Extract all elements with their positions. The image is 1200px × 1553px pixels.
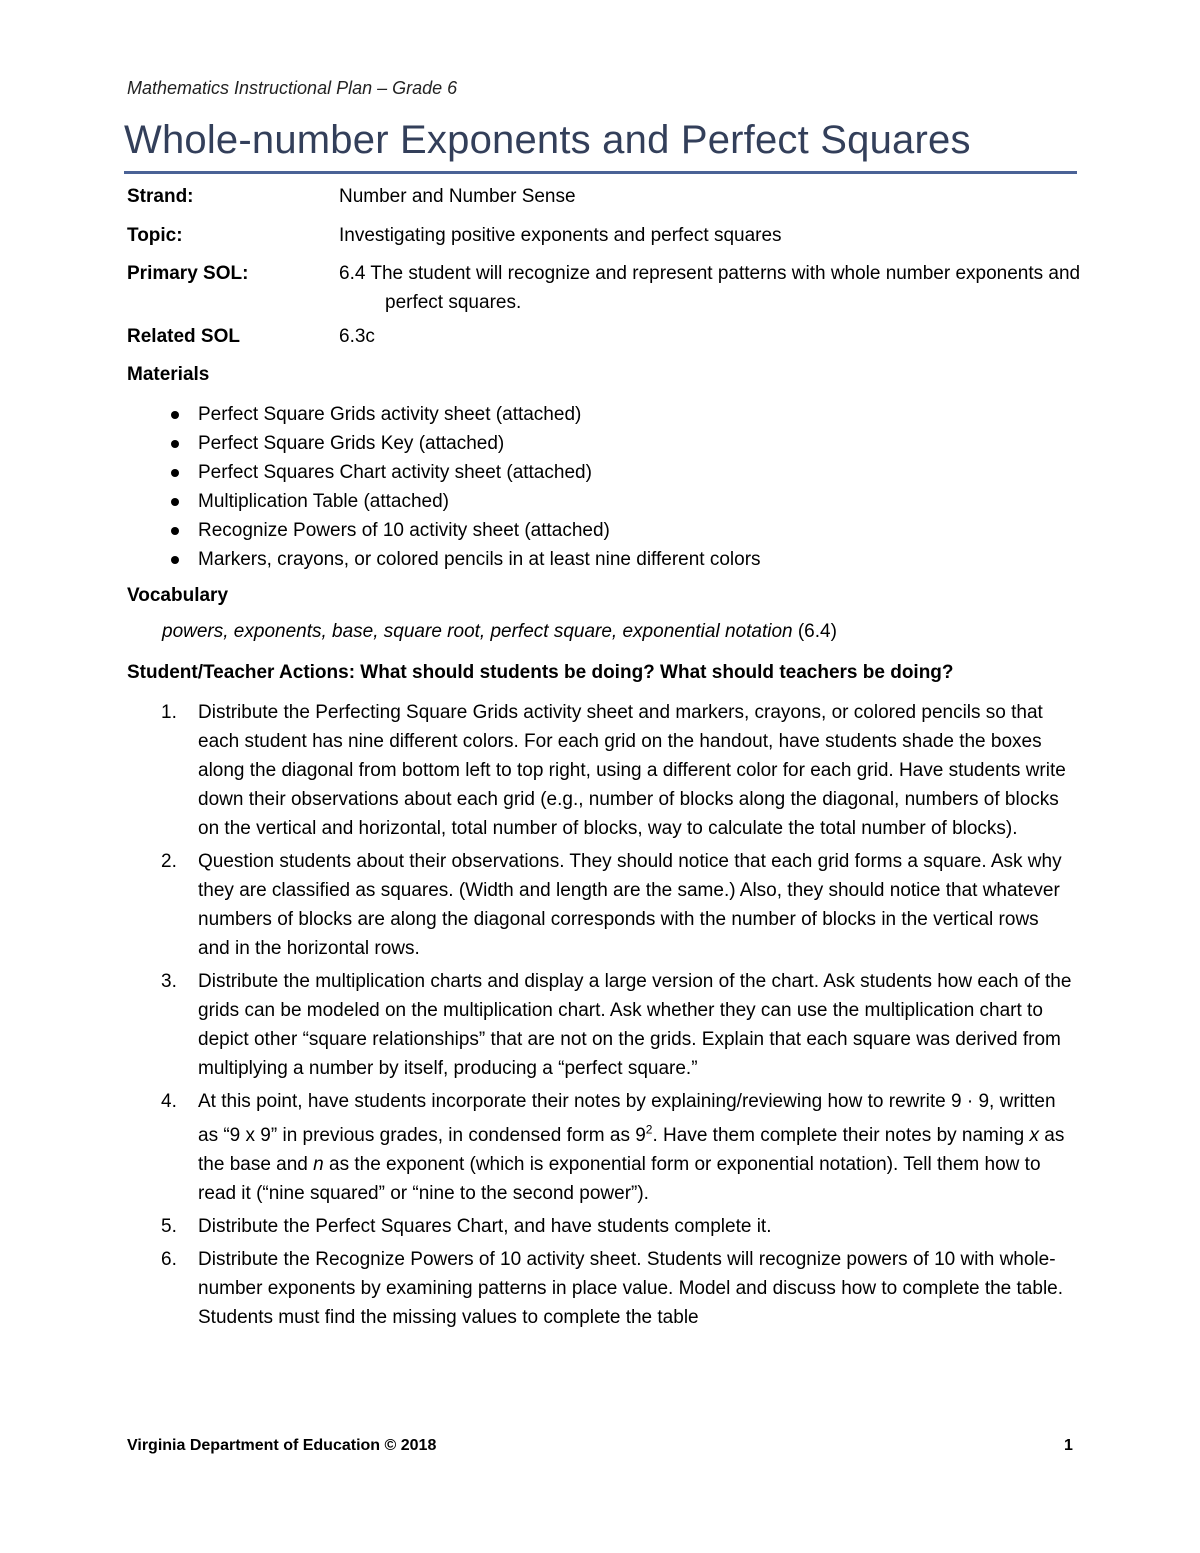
topic-label: Topic: xyxy=(127,225,183,246)
step-text: Distribute the Perfecting Square Grids activity sheet and markers, crayons, or colored pencils so that each student has nine different colors. For each grid on the handout, have students shade the boxes along the diagonal from bottom left to top right, using a different color for each grid. Have students write down their observations about each grid (e.g., number of blocks along the diagonal, numbers of blocks on the vertical and horizontal, total number of blocks, way to calculate the total number of blocks). xyxy=(198,702,1066,839)
bullet-icon xyxy=(171,556,179,564)
vocabulary-term-list: powers, exponents, base, square root, perfect square, exponential notation xyxy=(162,621,793,642)
variable-x: x xyxy=(1029,1125,1040,1147)
exponent-superscript: 2 xyxy=(645,1123,653,1137)
step-text: Question students about their observations. They should notice that each grid forms a square. Ask why they are classified as squares. (Width and length are the same.) Also, they should notice that whatever numbers of blocks are along the diagonal corresponds with the number of blocks in the vertical rows and in the horizontal rows. xyxy=(198,851,1062,959)
step-number: 2. xyxy=(161,851,177,872)
actions-heading: Student/Teacher Actions: What should students be doing? What should teachers be doing? xyxy=(127,662,954,683)
primary-sol-value: 6.4 The student will recognize and represent patterns with whole number exponents and perfect squares. xyxy=(339,263,1081,313)
step-number: 1. xyxy=(161,702,177,723)
bullet-icon xyxy=(171,440,179,448)
variable-n: n xyxy=(313,1154,324,1176)
list-item: Perfect Square Grids Key (attached) xyxy=(127,429,761,458)
actions-list xyxy=(127,698,1072,1336)
step-text: Distribute the Perfect Squares Chart, and have students complete it. xyxy=(198,1216,772,1238)
step-text: At this point, have students incorporate their notes by explaining/reviewing how to rewrite 9 · 9, written as “9 x 9” in previous grades, in condensed form as $9^2$. Have them complete their notes by naming x as the base and n as the exponent (which is exponential form or exponential notation). Tell them how to read it (“nine squared” or “nine to the second power”). xyxy=(198,1091,1065,1205)
list-item: Perfect Squares Chart activity sheet (attached) xyxy=(127,458,761,487)
strand-label: Strand: xyxy=(127,186,194,207)
bullet-icon xyxy=(171,527,179,535)
bullet-icon xyxy=(171,411,179,419)
step-text: Distribute the Recognize Powers of 10 activity sheet. Students will recognize powers of 10 with whole-number exponents by examining patterns in place value. Model and discuss how to complete the table. Students must find the missing values to complete the table xyxy=(198,1249,1064,1329)
step-6 xyxy=(127,1245,1072,1332)
related-sol-label: Related SOL xyxy=(127,326,240,347)
title-underline xyxy=(124,171,1077,174)
bullet-icon xyxy=(171,469,179,477)
strand-value: Number and Number Sense xyxy=(339,186,576,207)
footer-copyright: Virginia Department of Education © 2018 xyxy=(127,1437,437,1454)
related-sol-value: 6.3c xyxy=(339,326,375,347)
step-5 xyxy=(127,1212,1072,1241)
running-header: Mathematics Instructional Plan – Grade 6 xyxy=(127,78,458,98)
step-text: Distribute the multiplication charts and display a large version of the chart. Ask students how each of the grids can be modeled on the multiplication chart. Ask whether they can use the multiplication chart to depict other “square relationships” that are not on the grids. Explain that each square was derived from multiplying a number by itself, producing a “perfect square.” xyxy=(198,971,1072,1079)
vocabulary-sol-ref: (6.4) xyxy=(792,621,837,642)
list-item: Perfect Square Grids activity sheet (attached) xyxy=(127,400,761,429)
step-3 xyxy=(127,967,1072,1083)
step-number: 4. xyxy=(161,1091,177,1112)
step-number: 5. xyxy=(161,1216,177,1238)
materials-list xyxy=(127,400,761,574)
step-1 xyxy=(127,698,1072,843)
page-number: 1 xyxy=(1064,1437,1073,1454)
list-item: Markers, crayons, or colored pencils in at least nine different colors xyxy=(127,545,761,574)
step-number: 3. xyxy=(161,971,177,992)
materials-heading: Materials xyxy=(127,364,210,385)
step-number: 6. xyxy=(161,1249,177,1271)
topic-value: Investigating positive exponents and perfect squares xyxy=(339,225,782,246)
primary-sol-label: Primary SOL: xyxy=(127,263,249,284)
list-item: Recognize Powers of 10 activity sheet (attached) xyxy=(127,516,761,545)
step-4 xyxy=(127,1087,1072,1208)
list-item: Multiplication Table (attached) xyxy=(127,487,761,516)
step-2 xyxy=(127,847,1072,963)
bullet-icon xyxy=(171,498,179,506)
vocabulary-terms xyxy=(162,621,837,643)
page-title: Whole-number Exponents and Perfect Squares xyxy=(124,118,971,162)
vocabulary-heading: Vocabulary xyxy=(127,585,229,606)
